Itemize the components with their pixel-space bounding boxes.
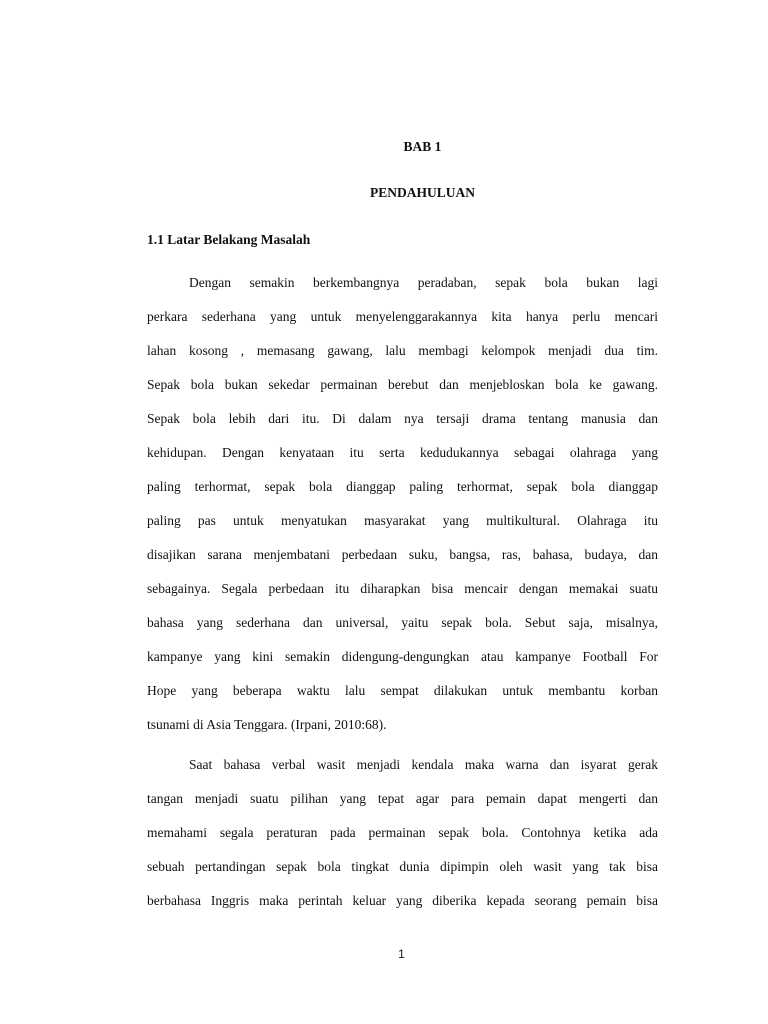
paragraph-line: Sepak bola lebih dari itu. Di dalam nya tersaji drama tentang manusia dan	[147, 411, 658, 426]
paragraph-line: memahami segala peraturan pada permainan sepak bola. Contohnya ketika ada	[147, 825, 658, 840]
paragraph-line: paling pas untuk menyatukan masyarakat yang multikultural. Olahraga itu	[147, 513, 658, 528]
paragraph-line: bahasa yang sederhana dan universal, yaitu sepak bola. Sebut saja, misalnya,	[147, 615, 658, 630]
paragraph-line: Saat bahasa verbal wasit menjadi kendala maka warna dan isyarat gerak	[189, 757, 658, 772]
paragraph-line: kampanye yang kini semakin didengung-dengungkan atau kampanye Football For	[147, 649, 658, 664]
paragraph-line: disajikan sarana menjembatani perbedaan suku, bangsa, ras, bahasa, budaya, dan	[147, 547, 658, 562]
paragraph-line: paling terhormat, sepak bola dianggap paling terhormat, sepak bola dianggap	[147, 479, 658, 494]
paragraph-line: tangan menjadi suatu pilihan yang tepat agar para pemain dapat mengerti dan	[147, 791, 658, 806]
paragraph-line: sebagainya. Segala perbedaan itu diharapkan bisa mencair dengan memakai suatu	[147, 581, 658, 596]
paragraph-line: tsunami di Asia Tenggara. (Irpani, 2010:68).	[147, 717, 387, 732]
chapter-heading: BAB 1	[403, 139, 442, 154]
paragraph-line: Dengan semakin berkembangnya peradaban, sepak bola bukan lagi	[189, 275, 658, 290]
chapter-title: PENDAHULUAN	[369, 185, 475, 200]
paragraph-line: berbahasa Inggris maka perintah keluar yang diberika kepada seorang pemain bisa	[147, 893, 658, 908]
section-heading: 1.1 Latar Belakang Masalah	[147, 232, 311, 247]
paragraph-line: sebuah pertandingan sepak bola tingkat dunia dipimpin oleh wasit yang tak bisa	[147, 859, 658, 874]
paragraph-line: Sepak bola bukan sekedar permainan berebut dan menjebloskan bola ke gawang.	[147, 377, 658, 392]
paragraph-line: kehidupan. Dengan kenyataan itu serta kedudukannya sebagai olahraga yang	[147, 445, 658, 460]
paragraph-line: perkara sederhana yang untuk menyelenggarakannya kita hanya perlu mencari	[147, 309, 658, 324]
paragraph-1	[147, 273, 658, 749]
paragraph-line: Hope yang beberapa waktu lalu sempat dilakukan untuk membantu korban	[147, 683, 658, 698]
page-number: 1	[398, 947, 405, 961]
paragraph-line: lahan kosong , memasang gawang, lalu membagi kelompok menjadi dua tim.	[147, 343, 658, 358]
paragraph-2	[147, 755, 658, 925]
